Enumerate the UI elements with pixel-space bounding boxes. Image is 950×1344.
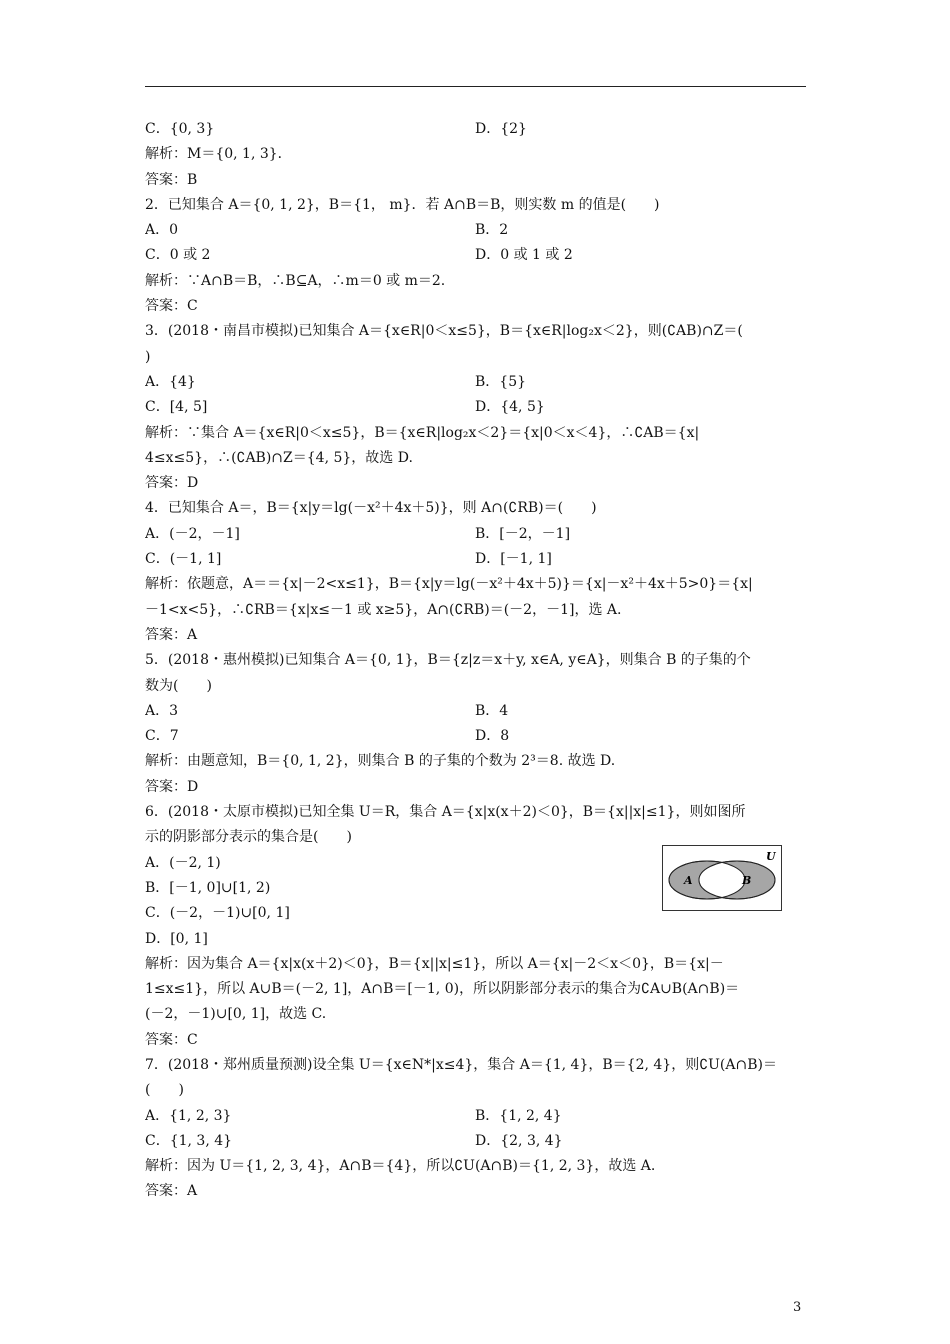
option-left: C．0 或 2 bbox=[145, 247, 211, 264]
option-left: A．{1, 2, 3} bbox=[145, 1107, 232, 1124]
option-left: C．{1, 3, 4} bbox=[145, 1132, 233, 1149]
option-right: D．[－1, 1] bbox=[475, 551, 552, 568]
document-body bbox=[145, 117, 806, 1205]
text-line: 数为( ) bbox=[145, 677, 212, 694]
text-line: 示的阴影部分表示的集合是( ) bbox=[145, 829, 352, 846]
option-row bbox=[145, 370, 806, 395]
text-line: (－2，－1)∪[0, 1]，故选 C. bbox=[145, 1006, 327, 1023]
option-right: D．{4, 5} bbox=[475, 399, 545, 416]
venn-diagram bbox=[662, 845, 782, 911]
text-line: 7．(2018・郑州质量预测)设全集 U＝{x∈N*|x≤4}，集合 A＝{1, 4}，B＝{2, 4}，则∁U(A∩B)＝ bbox=[145, 1056, 777, 1073]
option-row bbox=[145, 117, 806, 142]
page-number: 3 bbox=[793, 1300, 802, 1315]
text-line: 解析：由题意知，B＝{0, 1, 2}，则集合 B 的子集的个数为 2³＝8. 故选 D. bbox=[145, 753, 616, 770]
text-line: C．(－2，－1)∪[0, 1] bbox=[145, 905, 290, 922]
option-row bbox=[145, 243, 806, 268]
option-row bbox=[145, 218, 806, 243]
text-line: －1<x<5}，∴∁RB＝{x|x≤－1 或 x≥5}，A∩(∁RB)＝(－2，－1]，选 A. bbox=[145, 601, 622, 618]
option-right: B．2 bbox=[475, 222, 509, 239]
text-line: 答案：C bbox=[145, 298, 198, 315]
text-line: D．[0, 1] bbox=[145, 930, 208, 947]
option-left: C．{0, 3} bbox=[145, 121, 215, 137]
option-right: D．{2} bbox=[475, 121, 527, 137]
text-line: 6．(2018・太原市模拟)已知全集 U＝R，集合 A＝{x|x(x＋2)＜0}，B＝{x||x|≤1}，则如图所 bbox=[145, 804, 746, 821]
text-line: 答案：D bbox=[145, 778, 199, 795]
text-line: 4．已知集合 A＝，B＝{x|y＝lg(－x²＋4x＋5)}，则 A∩(∁RB)＝( ) bbox=[145, 500, 597, 517]
option-left: C．[4, 5] bbox=[145, 399, 208, 416]
text-line: 答案：C bbox=[145, 1031, 198, 1048]
option-right: D．0 或 1 或 2 bbox=[475, 247, 573, 264]
option-row bbox=[145, 547, 806, 572]
venn-label-b: B bbox=[742, 874, 752, 887]
text-line: 解析：∵集合 A＝{x∈R|0＜x≤5}，B＝{x∈R|log₂x＜2}＝{x|0＜x＜4}，∴∁AB＝{x| bbox=[145, 424, 700, 441]
text-line: B．[－1, 0]∪[1, 2) bbox=[145, 879, 271, 896]
text-line: A．(－2, 1) bbox=[145, 854, 221, 871]
text-line: 4≤x≤5}，∴(∁AB)∩Z＝{4, 5}，故选 D. bbox=[145, 449, 413, 466]
option-row bbox=[145, 699, 806, 724]
option-row bbox=[145, 522, 806, 547]
text-line: 答案：B bbox=[145, 171, 198, 188]
text-line: 解析：因为集合 A＝{x|x(x＋2)＜0}，B＝{x||x|≤1}，所以 A＝{x|－2＜x＜0}，B＝{x|－ bbox=[145, 955, 724, 972]
option-left: A．(－2，－1] bbox=[145, 525, 240, 542]
text-line: 5．(2018・惠州模拟)已知集合 A＝{0, 1}，B＝{z|z＝x＋y, x∈A, y∈A}，则集合 B 的子集的个 bbox=[145, 652, 751, 669]
option-right: B．{5} bbox=[475, 373, 527, 390]
option-right: B．[－2，－1] bbox=[475, 525, 571, 542]
option-row bbox=[145, 724, 806, 749]
option-left: C．7 bbox=[145, 728, 179, 745]
option-left: A．0 bbox=[145, 222, 179, 239]
text-line: ) bbox=[145, 348, 151, 365]
header-rule bbox=[145, 86, 806, 87]
text-line: 解析：∵A∩B＝B，∴B⊆A，∴m＝0 或 m＝2. bbox=[145, 272, 446, 289]
option-row bbox=[145, 1104, 806, 1129]
text-line: ( ) bbox=[145, 1082, 184, 1099]
text-line: 1≤x≤1}，所以 A∪B＝(－2, 1]，A∩B＝[－1, 0)，所以阴影部分表示的集合为∁A∪B(A∩B)＝ bbox=[145, 981, 740, 998]
venn-label-a: A bbox=[684, 874, 693, 887]
option-right: B．{1, 2, 4} bbox=[475, 1107, 562, 1124]
option-right: B．4 bbox=[475, 702, 509, 719]
text-line: 解析：依题意，A＝＝{x|－2<x≤1}，B＝{x|y＝lg(－x²＋4x＋5)}＝{x|－x²＋4x＋5>0}＝{x| bbox=[145, 576, 753, 593]
option-right: D．8 bbox=[475, 728, 510, 745]
option-row bbox=[145, 1129, 806, 1154]
option-left: A．3 bbox=[145, 702, 179, 719]
text-line: 2．已知集合 A＝{0, 1, 2}，B＝{1， m}．若 A∩B＝B，则实数 m 的值是( ) bbox=[145, 196, 660, 213]
text-line: 答案：D bbox=[145, 475, 199, 492]
option-row bbox=[145, 395, 806, 420]
option-right: D．{2, 3, 4} bbox=[475, 1132, 563, 1149]
text-line: 3．(2018・南昌市模拟)已知集合 A＝{x∈R|0＜x≤5}，B＝{x∈R|log₂x＜2}，则(∁AB)∩Z＝( bbox=[145, 323, 743, 340]
text-line: 解析：因为 U＝{1, 2, 3, 4}，A∩B＝{4}，所以∁U(A∩B)＝{1, 2, 3}，故选 A. bbox=[145, 1158, 656, 1175]
text-line: 解析：M＝{0, 1, 3}． bbox=[145, 146, 292, 163]
text-line: 答案：A bbox=[145, 626, 198, 643]
venn-universe-label: U bbox=[766, 850, 776, 863]
text-line: 答案：A bbox=[145, 1183, 198, 1200]
option-left: C．(－1, 1] bbox=[145, 551, 222, 568]
option-left: A．{4} bbox=[145, 373, 196, 390]
